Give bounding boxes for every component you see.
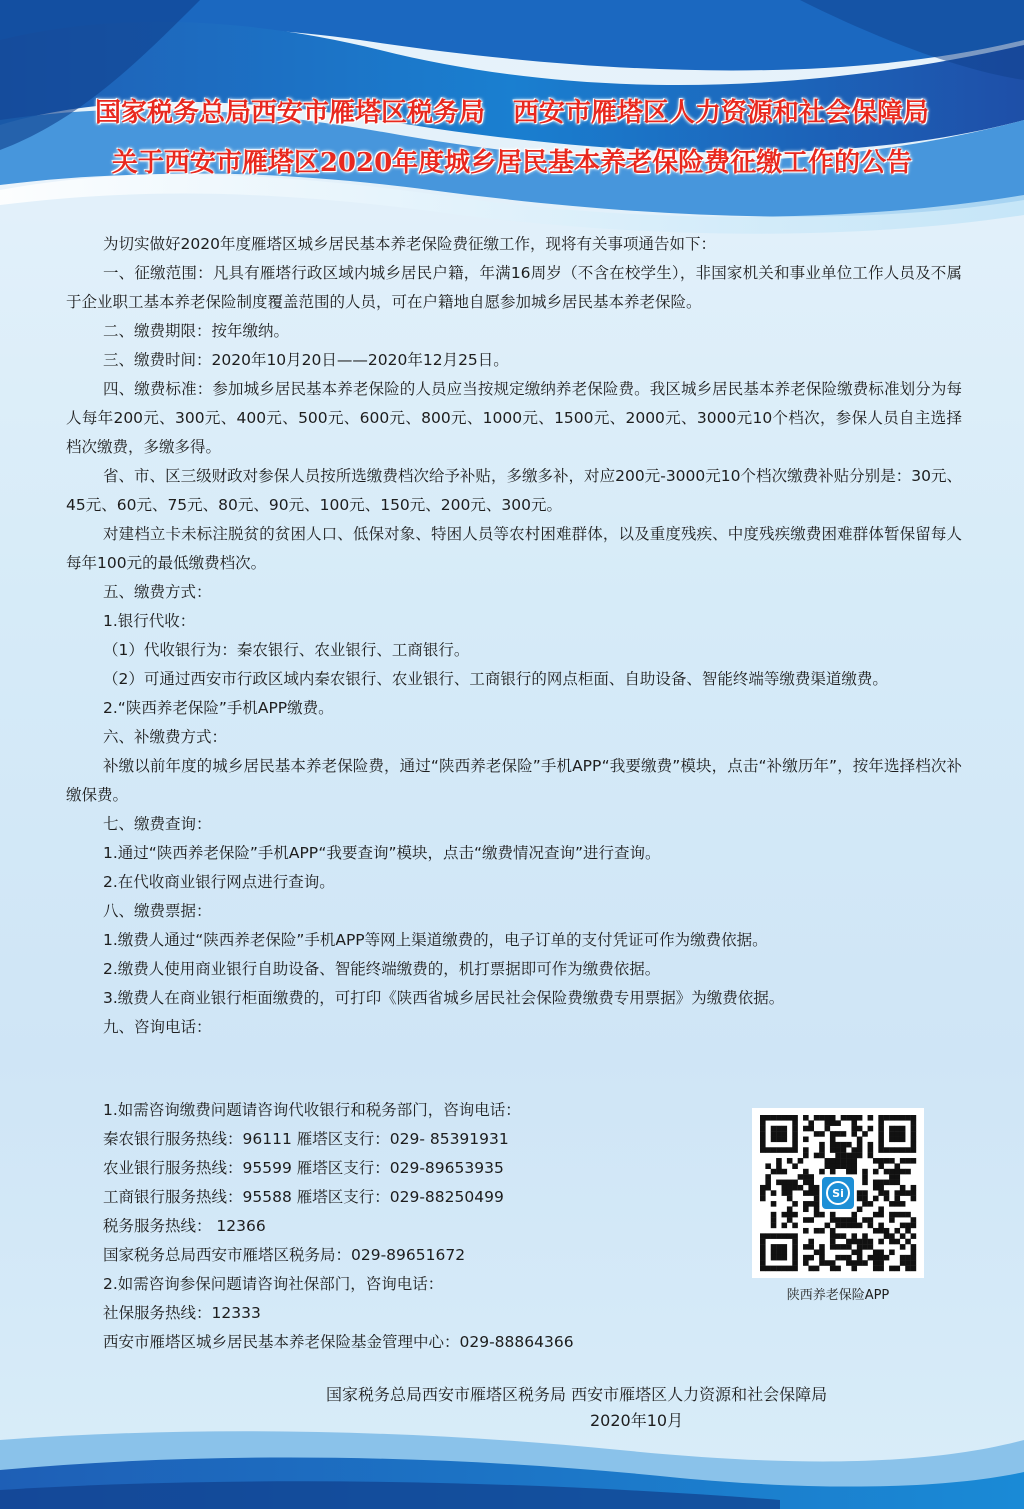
announcement-body [66, 230, 962, 1042]
heading-bank-collection: 1.银行代收： [103, 612, 196, 630]
title-line-2: 关于西安市雁塔区2020年度城乡居民基本养老保险费征缴工作的公告 [111, 148, 913, 178]
contact-line: 2.如需咨询参保问题请咨询社保部门，咨询电话： [103, 1275, 444, 1293]
contact-line: 农业银行服务热线：95599 雁塔区支行：029-89653935 [103, 1159, 504, 1177]
heading-receipt: 八、缴费票据： [103, 902, 212, 920]
footer-date: 2020年10月 [590, 1411, 684, 1430]
paragraph-scope: 一、征缴范围：凡具有雁塔行政区域内城乡居民户籍，年满16周岁（不含在校学生），非国家机关和事业单位工作人员及不属于企业职工基本养老保险制度覆盖范围的人员，可在户籍地自愿参加城乡居民基本养老保险。 [66, 264, 962, 311]
contact-line: 秦农银行服务热线：96111 雁塔区支行：029- 85391931 [103, 1130, 509, 1148]
contact-line: 国家税务总局西安市雁塔区税务局：029-89651672 [103, 1246, 466, 1264]
heading-consult: 九、咨询电话： [103, 1018, 212, 1036]
paragraph-query-app: 1.通过“陕西养老保险”手机APP“我要查询”模块，点击“缴费情况查询”进行查询。 [103, 844, 661, 862]
contact-line: 税务服务热线： 12366 [103, 1217, 266, 1235]
title-line-1 [0, 88, 1024, 138]
paragraph-period: 二、缴费期限：按年缴纳。 [103, 322, 290, 340]
si-logo-icon: Si [832, 1187, 844, 1200]
contact-line: 西安市雁塔区城乡居民基本养老保险基金管理中心：029-88864366 [103, 1333, 574, 1351]
paragraph-minimum: 对建档立卡未标注脱贫的贫困人口、低保对象、特困人员等农村困难群体，以及重度残疾、中度残疾缴费困难群体暂保留每人每年100元的最低缴费档次。 [66, 525, 962, 572]
contact-line: 工商银行服务热线：95588 雁塔区支行：029-88250499 [103, 1188, 504, 1206]
contact-line: 1.如需咨询缴费问题请咨询代收银行和税务部门，咨询电话： [103, 1101, 521, 1119]
paragraph-back-payment: 补缴以前年度的城乡居民基本养老保险费，通过“陕西养老保险”手机APP“我要缴费”模块，点击“补缴历年”，按年选择档次补缴保费。 [66, 757, 962, 804]
footer-issuers: 国家税务总局西安市雁塔区税务局 西安市雁塔区人力资源和社会保障局 [326, 1385, 828, 1404]
paragraph-query-bank: 2.在代收商业银行网点进行查询。 [103, 873, 335, 891]
heading-query: 七、缴费查询： [103, 815, 212, 833]
paragraph-standard: 四、缴费标准：参加城乡居民基本养老保险的人员应当按规定缴纳养老保险费。我区城乡居民基本养老保险缴费标准划分为每人每年200元、300元、400元、500元、600元、800元、1000元、1500元、2000元、3000元10个档次，参保人员自主选择档次缴费，多缴多得。 [66, 380, 962, 456]
qr-code [752, 1108, 924, 1278]
announcement-title [0, 88, 1024, 188]
paragraph-subsidy: 省、市、区三级财政对参保人员按所选缴费档次给予补贴，多缴多补，对应200元-3000元10个档次缴费补贴分别是：30元、45元、60元、75元、80元、90元、100元、150元、200元、300元。 [66, 467, 962, 514]
paragraph-banks: （1）代收银行为：秦农银行、农业银行、工商银行。 [103, 641, 470, 659]
paragraph-app-payment: 2.“陕西养老保险”手机APP缴费。 [103, 699, 334, 717]
paragraph-bank-channels: （2）可通过西安市行政区域内秦农银行、农业银行、工商银行的网点柜面、自助设备、智能终端等缴费渠道缴费。 [103, 670, 888, 688]
paragraph-receipt-terminal: 2.缴费人使用商业银行自助设备、智能终端缴费的，机打票据即可作为缴费依据。 [103, 960, 661, 978]
heading-back-payment: 六、补缴费方式： [103, 728, 228, 746]
heading-payment-method: 五、缴费方式： [103, 583, 212, 601]
contact-list [103, 1096, 574, 1357]
contact-line: 社保服务热线：12333 [103, 1304, 261, 1322]
paragraph-time: 三、缴费时间：2020年10月20日——2020年12月25日。 [103, 351, 509, 369]
qr-code-icon [752, 1108, 924, 1278]
qr-caption: 陕西养老保险APP [786, 1288, 890, 1303]
title-issuer-hr: 西安市雁塔区人力资源和社会保障局 [513, 98, 930, 128]
title-issuer-tax: 国家税务总局西安市雁塔区税务局 [94, 98, 485, 128]
paragraph-receipt-online: 1.缴费人通过“陕西养老保险”手机APP等网上渠道缴费的，电子订单的支付凭证可作为缴费依据。 [103, 931, 768, 949]
paragraph-receipt-counter: 3.缴费人在商业银行柜面缴费的，可打印《陕西省城乡居民社会保险费缴费专用票据》为缴费依据。 [103, 989, 785, 1007]
paragraph-intro: 为切实做好2020年度雁塔区城乡居民基本养老保险费征缴工作，现将有关事项通告如下： [103, 235, 716, 253]
